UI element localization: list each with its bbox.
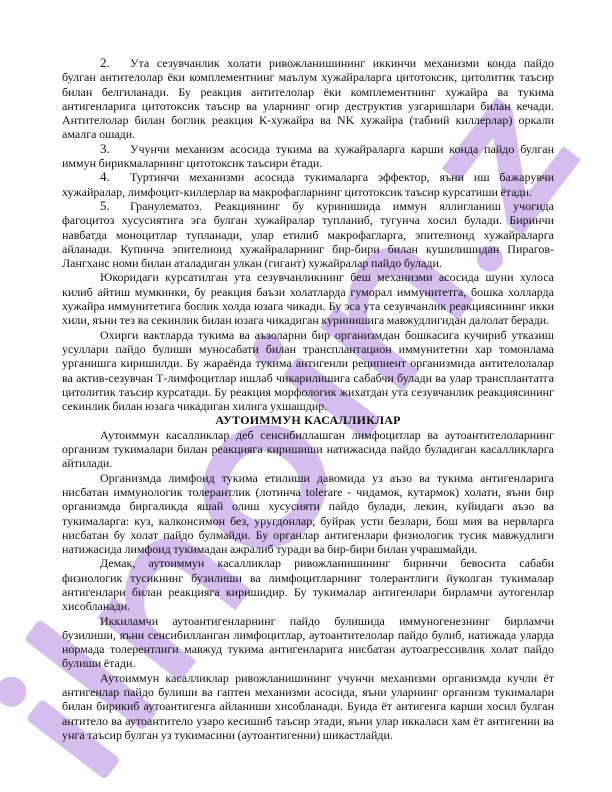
text-line: килиб айтиш мумкинки, бу реакция баъзи холатларда гуморал иммунитетга, бошка холларда bbox=[62, 284, 554, 299]
numbered-item bbox=[62, 199, 554, 270]
page-body bbox=[62, 56, 554, 742]
paragraph bbox=[62, 471, 554, 557]
text-line: навбатда моноцитлар тупланади, улар етилиб макрофагларга, эпителиоид хужайраларга bbox=[62, 227, 554, 242]
text-line: тукималарга: куз, калконсимон без, уругдонлар, буйрак усти безлари, бош мия ва нервларга bbox=[62, 513, 554, 528]
text-line: Демак, аутоиммун касалликлар ривожланишининг биринчи бевосита сабаби bbox=[100, 556, 554, 571]
item-number: 2. bbox=[100, 55, 110, 70]
text-line: амалга ошади. bbox=[62, 127, 136, 142]
text-line: нисбатан бу холат пайдо булмайди. Бу органлар антигенлари физиологик тусик мавжудлиги bbox=[62, 527, 554, 542]
item-number: 5. bbox=[100, 197, 110, 213]
text-line: цитолитик таъсир курсатади. Бу реакция морфологик жихатдан ута сезувчанлик реакциясининг bbox=[62, 384, 554, 399]
text-line bbox=[62, 142, 554, 156]
text-line: антигенлар пайдо булиши ва гаптен механизми асосида, яъни уларнинг организм тукималари bbox=[62, 685, 554, 700]
text-line: хужайралар, лимфоцит-киллерлар ва макрофагларнинг цитотоксик таъсир курсатиши ётади. bbox=[62, 184, 533, 199]
text-line: хисобланади. bbox=[62, 599, 131, 614]
text-line: булиши ётади. bbox=[62, 656, 136, 671]
paragraph bbox=[62, 270, 554, 327]
text-line: ва актив-сезувчан Т-лимфоцитлар ишлаб чикарилишига сабабчи булади ва улар трансплантатга bbox=[62, 370, 554, 385]
text-line: айтилади. bbox=[62, 456, 113, 471]
text-line: антитело ва аутоантитело узаро кесишиб таъсир этади, яъни улар иккаласи хам ёт антигенни ва bbox=[62, 713, 554, 728]
text-line: Аутоиммун касалликлар деб сенсибиллашган лимфоцитлар ва аутоантителоларнинг bbox=[100, 427, 554, 442]
numbered-item bbox=[62, 56, 554, 142]
line-text: Ута сезувчанлик холати ривожланишининг иккинчи механизми конда пайдо bbox=[130, 56, 554, 70]
text-line: хили, яъни тез ва секинлик билан юзага чикадиган куринишига мавжудлигидан далолат беради. bbox=[62, 313, 550, 328]
section-heading: АУТОИММУН КАСАЛЛИКЛАР bbox=[215, 413, 401, 428]
text-line: антигенларига цитотоксик таъсир ва уларнинг огир деструктив узгаришлари билан кечади. bbox=[62, 98, 554, 113]
paragraph bbox=[62, 556, 554, 613]
text-line: булган антителолар ёки комплементнинг маълум хужайраларга цитотоксик, цитолитик таъсир bbox=[62, 70, 554, 85]
line-text: Учунчи механизм асосида тукима ва хужайраларга карши конда пайдо булган bbox=[130, 141, 554, 156]
numbered-item bbox=[62, 170, 554, 199]
text-line: урганишга киришилди. Бу жараёнда тукима антигенли реципиент организмида антителолалар bbox=[62, 356, 554, 371]
paragraph bbox=[62, 614, 554, 671]
text-line: нисбатан иммунологик толерантлик (лотинча tolerare - чидамок, кутармок) холати, яъни бир bbox=[62, 484, 554, 499]
text-line: билан белгиланади. Бу реакция антителолар ёки комплементнинг хужайра ва тукима bbox=[62, 84, 554, 99]
numbered-item bbox=[62, 142, 554, 171]
text-line: физиологик тусикнинг бузилиши ва лимфоцитларнинг толерантлиги йуколган тукималар bbox=[62, 570, 554, 585]
line-text: Гранулематоз. Реакциянинг бу куринишида иммун яллигланиш учогида bbox=[130, 198, 554, 213]
item-number: 4. bbox=[100, 169, 110, 185]
text-line: хужайра иммунитетига боглик холда юзага чикади. Бу эса ута сезувчанлик реакциясининг икки bbox=[62, 299, 554, 314]
text-line bbox=[62, 199, 554, 213]
text-line: натижасида лимфоид тукимадан ажралиб туради ва бир-бири билан учрашмайди. bbox=[62, 542, 478, 557]
paragraph bbox=[62, 428, 554, 471]
paragraph bbox=[62, 671, 554, 742]
text-line: организмда биргаликда яшай олиш хусусияти пайдо булади, лекин, куйидаги аъзо ва bbox=[62, 499, 554, 514]
text-line: секинлик билан юзага чикадиган хилига ухшашдир. bbox=[62, 399, 328, 414]
text-line: бузилиши, яъни сенсибилланган лимфоцитлар, аутоантителолар пайдо булиб, натижада уларда bbox=[62, 627, 554, 642]
text-line: Юкоридаги курсатилган ута сезувчанликнинг беш механизми асосида шуни хулоса bbox=[100, 270, 554, 285]
text-line: Охирги вактларда тукима ва аъзоларни бир организмдан бошкасига кучириб утказиш bbox=[100, 327, 554, 342]
paragraph bbox=[62, 328, 554, 414]
text-line: усуллари пайдо булиши муносабати билан трансплантацион иммунитетни хар томонлама bbox=[62, 341, 554, 356]
item-number: 3. bbox=[100, 140, 110, 156]
text-line: билан бирикиб аутоантигенга айланиши хисобланади. Бунда ёт антигенга карши хосил булган bbox=[62, 699, 554, 714]
text-line: нормада толерентлиги мавжуд тукима антигенларига нисбатан аутоагрессивлик холат пайдо bbox=[62, 642, 554, 657]
text-line: айланади. Купинча эпителиоид хужайраларнинг бир-бири билан кушилишидан Пирагов- bbox=[62, 241, 554, 256]
line-text: Туртинчи механизми асосида тукималарга эффектор, яъни иш бажарувчи bbox=[130, 170, 554, 185]
text-line bbox=[62, 170, 554, 184]
text-line bbox=[62, 56, 554, 70]
text-line: антигенлари билан реакцияга киришидир. Бу тукималар антигенлари бирламчи аутогенлар bbox=[62, 584, 554, 599]
text-line: организм тукималари билан реакцияга киришиши натижасида пайдо буладиган касалликларга bbox=[62, 442, 554, 457]
text-line: Аутоиммун касалликлар ривожланишининг учунчи механизми организмда кучли ёт bbox=[100, 670, 554, 685]
text-line: унга таъсир булган уз тукимасини (аутоантигенни) шикастлайди. bbox=[62, 727, 393, 742]
text-line: Организмда лимфоид тукима етилиши давомида уз аъзо ва тукима антигенларига bbox=[100, 470, 554, 485]
text-line: фагоцитоз хусусиятига эга булган хужайралар тупланиб, тугунча хосил булади. Биринчи bbox=[62, 213, 554, 228]
text-line: Лангханс номи билан аталадиган улкан (гигант) хужайралар пайдо булади. bbox=[62, 256, 442, 271]
text-line: иммун бирикмаларнинг цитотоксик таъсири ётади. bbox=[62, 156, 323, 171]
text-line: Иккиламчи аутоантигенларнинг пайдо булишида иммуногенезнинг бирламчи bbox=[100, 613, 554, 628]
text-line: Антителолар билан боглик реакция К-хужайра ва NK хужайра (табиий киллерлар) оркали bbox=[62, 113, 554, 128]
